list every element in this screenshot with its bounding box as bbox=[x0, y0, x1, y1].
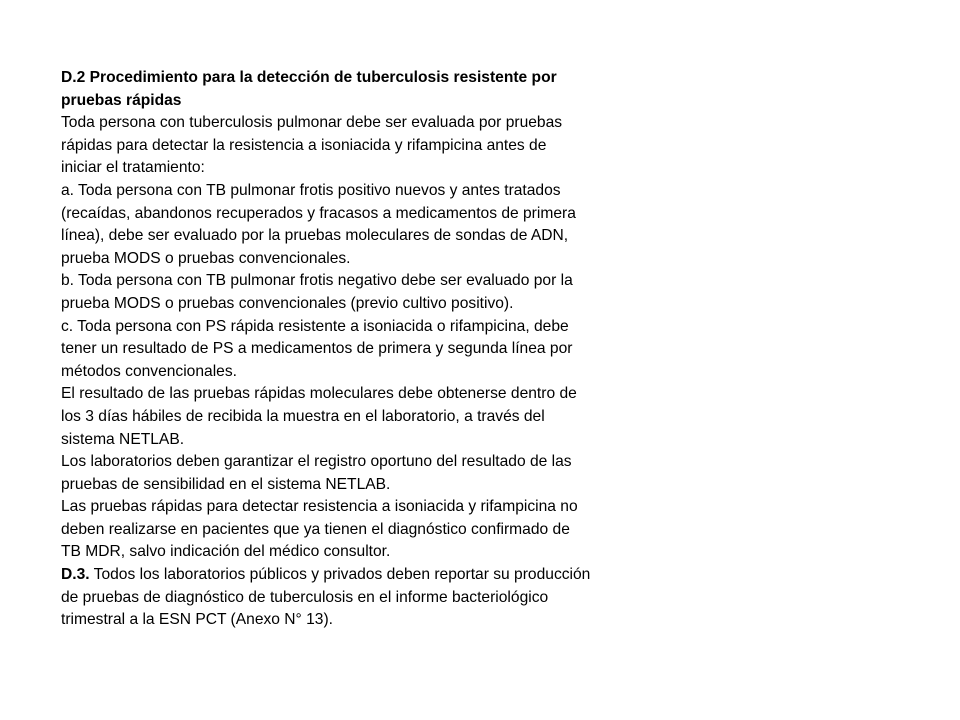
section-d3-first-line bbox=[61, 564, 721, 587]
paragraph-line: El resultado de las pruebas rápidas moleculares debe obtenerse dentro de bbox=[61, 385, 577, 403]
list-item-b-line: prueba MODS o pruebas convencionales (previo cultivo positivo). bbox=[61, 294, 514, 312]
section-heading-continued: pruebas rápidas bbox=[61, 91, 182, 109]
paragraph-line: deben realizarse en pacientes que ya tienen el diagnóstico confirmado de bbox=[61, 520, 570, 538]
paragraph-line: rápidas para detectar la resistencia a isoniacida y rifampicina antes de bbox=[61, 136, 547, 154]
paragraph-line: sistema NETLAB. bbox=[61, 430, 185, 448]
list-item-c-line: c. Toda persona con PS rápida resistente a isoniacida o rifampicina, debe bbox=[61, 317, 569, 335]
list-item-a-line: prueba MODS o pruebas convencionales. bbox=[61, 249, 351, 267]
list-item-c-line: métodos convencionales. bbox=[61, 362, 237, 380]
section-d3-label: D.3. bbox=[61, 566, 90, 584]
paragraph-line: pruebas de sensibilidad en el sistema NETLAB. bbox=[61, 475, 391, 493]
section-d3-line: de pruebas de diagnóstico de tuberculosis en el informe bacteriológico bbox=[61, 588, 549, 606]
list-item-b-line: b. Toda persona con TB pulmonar frotis negativo debe ser evaluado por la bbox=[61, 272, 573, 290]
paragraph-line: Los laboratorios deben garantizar el registro oportuno del resultado de las bbox=[61, 453, 572, 471]
paragraph-line: los 3 días hábiles de recibida la muestra en el laboratorio, a través del bbox=[61, 407, 545, 425]
section-heading: D.2 Procedimiento para la detección de tuberculosis resistente por bbox=[61, 69, 557, 86]
list-item-a-line: (recaídas, abandonos recuperados y fracasos a medicamentos de primera bbox=[61, 204, 576, 222]
paragraph-line: Toda persona con tuberculosis pulmonar debe ser evaluada por pruebas bbox=[61, 114, 563, 132]
document-text bbox=[61, 67, 721, 632]
paragraph-line: Las pruebas rápidas para detectar resistencia a isoniacida y rifampicina no bbox=[61, 498, 578, 516]
list-item-a-line: línea), debe ser evaluado por la pruebas moleculares de sondas de ADN, bbox=[61, 227, 569, 245]
section-d3-line: trimestral a la ESN PCT (Anexo N° 13). bbox=[61, 611, 333, 629]
paragraph-line: TB MDR, salvo indicación del médico consultor. bbox=[61, 543, 391, 561]
paragraph-line: iniciar el tratamiento: bbox=[61, 159, 205, 177]
list-item-a-line: a. Toda persona con TB pulmonar frotis positivo nuevos y antes tratados bbox=[61, 181, 561, 199]
section-d3-text: Todos los laboratorios públicos y privados deben reportar su producción bbox=[89, 566, 591, 584]
list-item-c-line: tener un resultado de PS a medicamentos de primera y segunda línea por bbox=[61, 340, 573, 358]
